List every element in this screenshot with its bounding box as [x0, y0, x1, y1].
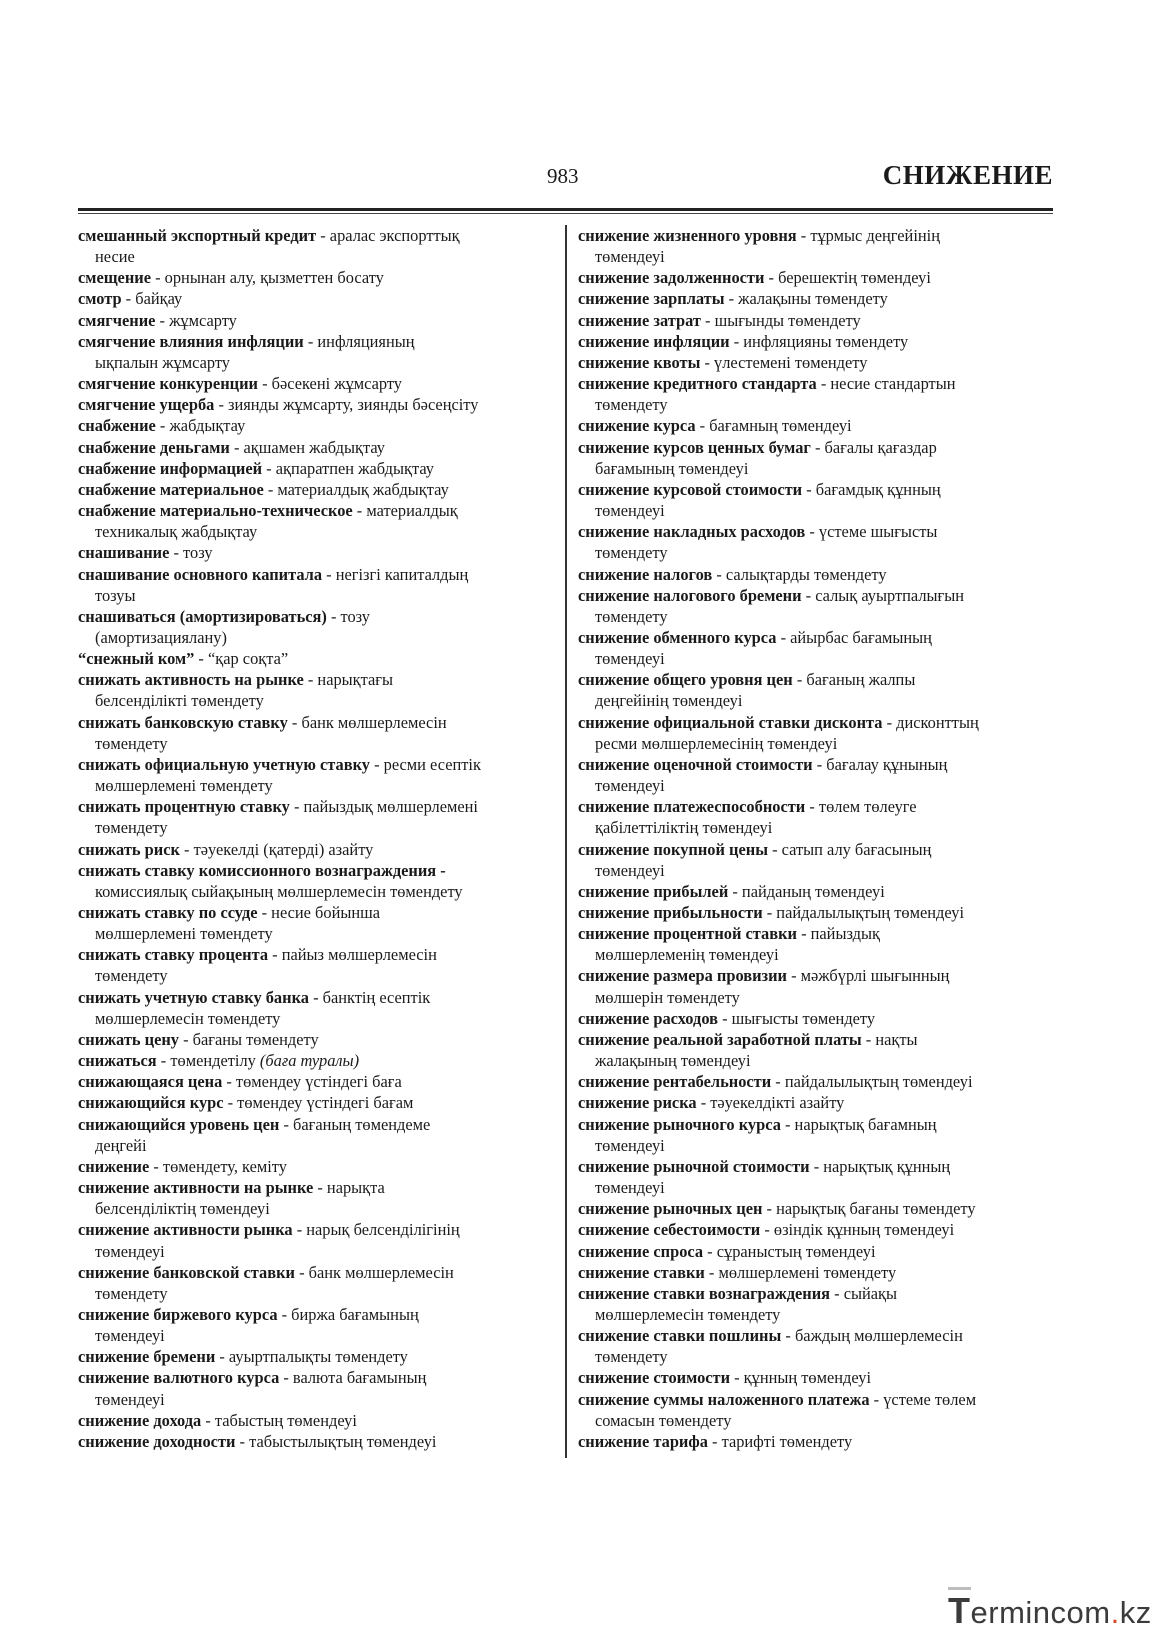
dictionary-entry [78, 1431, 550, 1452]
entry-term: снижение суммы наложенного платежа [578, 1389, 870, 1409]
entry-definition: бағамының төмендеуі [595, 458, 749, 478]
entry-term: снижать банковскую ставку [78, 712, 288, 732]
dictionary-entry [78, 796, 550, 838]
entry-term: снижение курсов ценных бумаг [578, 437, 811, 457]
entry-term: снижение тарифа [578, 1431, 708, 1451]
entry-term: снижение ставки пошлины [578, 1326, 782, 1346]
dictionary-entry [78, 648, 550, 669]
dictionary-entry [578, 1325, 1050, 1367]
entry-definition: - жұмсарту [155, 310, 237, 330]
dictionary-entry [578, 839, 1050, 881]
dictionary-entry [578, 1431, 1050, 1452]
dictionary-entry [78, 1410, 550, 1431]
dictionary-entry [78, 944, 550, 986]
entry-definition: - бәсекені жұмсарту [257, 374, 403, 394]
entry-definition: қабілеттіліктің төмендеуі [595, 818, 773, 838]
entry-definition: - нарықтық бағамның [780, 1114, 937, 1134]
column-divider [565, 225, 567, 1458]
entry-term: снижение рыночной стоимости [578, 1156, 810, 1176]
dictionary-entry [578, 902, 1050, 923]
watermark-name: ermincom [970, 1595, 1111, 1630]
entry-definition: мөлшерлеменің төмендеуі [595, 945, 779, 965]
entry-definition: - шығынды төмендету [700, 310, 861, 330]
entry-term: снижение прибыльности [578, 903, 763, 922]
dictionary-entry [78, 1071, 550, 1092]
dictionary-entry [78, 564, 550, 606]
entry-definition: - баждың мөлшерлемесін [781, 1326, 963, 1346]
dictionary-entry [578, 521, 1050, 563]
entry-definition: - нарықтағы [303, 670, 394, 690]
dictionary-entry [78, 1346, 550, 1367]
entry-term: смягчение ущерба [78, 395, 215, 415]
watermark-logo-letter: T [948, 1587, 971, 1632]
entry-term: снижение дохода [78, 1410, 202, 1430]
entry-term: снижение расходов [578, 1008, 718, 1028]
entry-term: снижать ставку процента [78, 945, 269, 965]
dictionary-entry [578, 965, 1050, 1007]
entry-term: снижение доходности [78, 1431, 236, 1451]
dictionary-entry [578, 627, 1050, 669]
entry-term: снижение жизненного уровня [578, 226, 797, 245]
dictionary-entry [578, 585, 1050, 627]
entry-term: снижение инфляции [578, 331, 730, 351]
entry-definition: деңгейінің төмендеуі [595, 691, 743, 711]
watermark-dot: . [1110, 1595, 1120, 1630]
entry-term: снижение покупной цены [578, 839, 768, 859]
dictionary-entry [78, 839, 550, 860]
dictionary-entry [78, 1156, 550, 1177]
entry-definition: - өзіндік құнның төмендеуі [760, 1220, 955, 1240]
entry-definition: - жабдықтау [155, 416, 246, 436]
entry-definition: - инфляцияны төмендету [729, 331, 909, 351]
entry-note: (баға туралы) [259, 1051, 360, 1071]
entry-definition: төмендету [95, 1283, 168, 1303]
dictionary-entry [78, 606, 550, 648]
entry-definition: - ресми есептік [369, 754, 481, 774]
dictionary-entry [78, 712, 550, 754]
page-number: 983 [547, 164, 579, 188]
dictionary-entry [578, 1008, 1050, 1029]
entry-term: снижение спроса [578, 1241, 704, 1261]
entry-term: снижение рентабельности [578, 1072, 772, 1092]
entry-term: снижаться [78, 1051, 157, 1071]
entry-definition: ресми мөлшерлемесінің төмендеуі [595, 733, 838, 753]
entry-definition: - тарифті төмендету [707, 1431, 853, 1451]
dictionary-entry [78, 288, 550, 309]
dictionary-entry [78, 1262, 550, 1304]
entry-definition: - табыстылықтың төмендеуі [235, 1431, 437, 1451]
entry-definition: төмендеуі [595, 247, 665, 267]
dictionary-entry [78, 415, 550, 436]
entry-term: смягчение [78, 310, 156, 330]
entry-definition: төмендеуі [95, 1241, 165, 1261]
entry-definition: - пайданың төмендеуі [728, 881, 885, 901]
entry-definition: (амортизациялану) [95, 627, 227, 647]
dictionary-entry [78, 437, 550, 458]
entry-definition: - салықтарды төмендету [712, 564, 887, 584]
entry-term: снабжение деньгами [78, 437, 230, 457]
dictionary-entry [78, 394, 550, 415]
entry-definition: - ауыртпалықты төмендету [215, 1347, 408, 1367]
dictionary-entry [578, 923, 1050, 965]
entry-definition: төмендету [95, 818, 168, 838]
entry-definition: - үстеме шығысты [805, 522, 938, 542]
entry-definition: - төлем төлеуге [805, 797, 917, 817]
entry-definition: - мәжбүрлі шығынның [787, 966, 950, 986]
dictionary-entry [578, 1219, 1050, 1240]
dictionary-entry [78, 1114, 550, 1156]
dictionary-entry [578, 712, 1050, 754]
entry-definition: - шығысты төмендету [717, 1008, 876, 1028]
entry-definition: - несие стандартын [816, 374, 956, 394]
entry-definition: несие [95, 247, 135, 267]
dictionary-entry [78, 267, 550, 288]
entry-term: снижение риска [578, 1093, 697, 1113]
dictionary-entry [78, 987, 550, 1029]
entry-definition: - салық ауыртпалығын [801, 585, 965, 605]
entry-term: снижение ставки [578, 1262, 705, 1282]
entry-term: снижение себестоимости [578, 1220, 761, 1240]
watermark-domain: kz [1119, 1595, 1152, 1630]
entry-definition: мөлшерлемені төмендету [95, 924, 273, 944]
entry-term: снабжение материально-техническое [78, 501, 353, 521]
entry-definition: - төмендеу үстіндегі баға [222, 1072, 402, 1092]
entry-definition: төмендеуі [95, 1326, 165, 1346]
dictionary-entry [78, 225, 550, 267]
entry-definition: - пайыздық [796, 924, 880, 944]
dictionary-entry [578, 437, 1050, 479]
dictionary-entry [78, 331, 550, 373]
dictionary-entry [78, 479, 550, 500]
entry-term: “снежный ком” [78, 649, 195, 669]
dictionary-entry [78, 1367, 550, 1409]
entry-definition: төмендеуі [595, 776, 665, 796]
running-head: СНИЖЕНИЕ [882, 160, 1053, 190]
entry-term: снижать учетную ставку банка [78, 987, 309, 1007]
entry-definition: - айырбас бағамының [776, 627, 932, 647]
entry-definition: - материалдық [352, 501, 458, 521]
entry-definition: - тәуекелді (қатерді) азайту [179, 839, 374, 859]
entry-definition: - банк мөлшерлемесін [294, 1262, 454, 1282]
entry-term: снижение платежеспособности [578, 797, 806, 817]
entry-definition: - пайдалылықтың төмендеуі [762, 903, 964, 922]
entry-definition: - бағалау құнының [812, 754, 948, 774]
header-rule-thin [78, 213, 1053, 214]
entry-definition: - үлестемені төмендету [700, 352, 868, 372]
entry-definition: - мөлшерлемені төмендету [704, 1262, 897, 1282]
entry-definition: - биржа бағамының [277, 1304, 419, 1324]
entry-definition: - тозу [326, 606, 370, 626]
entry-definition: - үстеме төлем [869, 1389, 977, 1409]
header-rule [78, 208, 1053, 211]
left-column [78, 225, 550, 1452]
dictionary-entry [78, 1219, 550, 1261]
entry-term: снижать риск [78, 839, 180, 859]
entry-definition: сомасын төмендету [595, 1410, 732, 1430]
entry-definition: - төмендетілу [156, 1051, 260, 1071]
entry-definition: - валюта бағамының [279, 1368, 427, 1388]
entry-definition: - банктің есептік [308, 987, 431, 1007]
entry-term: снижение бремени [78, 1347, 216, 1367]
entry-term: снижение банковской ставки [78, 1262, 295, 1282]
entry-definition: төмендеуі [595, 501, 665, 521]
entry-definition: комиссиялық сыйақының мөлшерлемесін төмендету [95, 881, 463, 901]
entry-term: снижение активности на рынке [78, 1178, 314, 1198]
entry-definition: белсенділікті төмендету [95, 691, 264, 711]
entry-term: снижать ставку по ссуде [78, 903, 258, 922]
dictionary-entry [578, 352, 1050, 373]
entry-definition: - нарықтық құнның [809, 1156, 951, 1176]
entry-definition: - бағамның төмендеуі [695, 416, 852, 436]
entry-definition: - бағамдық құнның [802, 479, 941, 499]
entry-term: снижение стоимости [578, 1368, 731, 1388]
dictionary-entry [78, 1029, 550, 1050]
dictionary-entry [78, 860, 550, 902]
entry-definition: - байқау [121, 289, 183, 309]
entry-definition: төмендеуі [95, 1389, 165, 1409]
entry-definition: - нақты [861, 1029, 918, 1049]
entry-definition: - бағаның төмендеме [279, 1114, 431, 1134]
entry-term: снижение налогового бремени [578, 585, 802, 605]
entry-term: снижение курсовой стоимости [578, 479, 803, 499]
entry-definition: төмендету [95, 733, 168, 753]
entry-definition: - сыйақы [830, 1283, 898, 1303]
entry-term: снижение квоты [578, 352, 701, 372]
entry-term: снижение официальной ставки дисконта [578, 712, 883, 732]
entry-term: смягчение конкуренции [78, 374, 258, 394]
entry-definition: - нарықтық бағаны төмендету [762, 1199, 976, 1219]
entry-definition: - бағаны төмендету [179, 1029, 319, 1049]
dictionary-entry [78, 1177, 550, 1219]
entry-definition: - сұраныстың төмендеуі [703, 1241, 876, 1261]
dictionary-entry [78, 542, 550, 563]
dictionary-entry [578, 1367, 1050, 1388]
entry-definition: - бағалы қағаздар [810, 437, 937, 457]
entry-term: снижение затрат [578, 310, 701, 330]
entry-definition: - нарық белсенділігінің [292, 1220, 460, 1240]
entry-definition: белсенділіктің төмендеуі [95, 1199, 270, 1219]
entry-definition: - тұрмыс деңгейінің [796, 226, 940, 245]
entry-definition: - пайыз мөлшерлемесін [268, 945, 437, 965]
entry-term: снижающийся уровень цен [78, 1114, 280, 1134]
dictionary-entry [578, 1389, 1050, 1431]
entry-term: снижение валютного курса [78, 1368, 280, 1388]
entry-definition: - инфляцияның [303, 331, 415, 351]
dictionary-entry [78, 1050, 550, 1071]
dictionary-entry [78, 902, 550, 944]
entry-term: снабжение [78, 416, 156, 436]
dictionary-entry [78, 1304, 550, 1346]
right-column [578, 225, 1050, 1452]
entry-definition: мөлшерлемесін төмендету [95, 1008, 281, 1028]
entry-definition: төмендету [95, 966, 168, 986]
entry-definition: - “қар соқта” [194, 649, 289, 669]
dictionary-entry [578, 1241, 1050, 1262]
entry-term: смотр [78, 289, 122, 309]
dictionary-entry [578, 1283, 1050, 1325]
entry-definition: - аралас экспорттық [316, 226, 460, 245]
dictionary-entry [578, 1092, 1050, 1113]
site-watermark [948, 1587, 1152, 1632]
entry-term: снижение размера провизии [578, 966, 787, 986]
entry-term: снижение общего уровня цен [578, 670, 793, 690]
entry-definition: - дисконттың [882, 712, 979, 732]
dictionary-entry [578, 331, 1050, 352]
entry-definition: - құнның төмендеуі [730, 1368, 872, 1388]
dictionary-entry [78, 310, 550, 331]
dictionary-entry [578, 881, 1050, 902]
entry-term: снижение биржевого курса [78, 1304, 278, 1324]
entry-definition: - ақшамен жабдықтау [229, 437, 385, 457]
dictionary-entry [578, 796, 1050, 838]
entry-term: снижение активности рынка [78, 1220, 293, 1240]
entry-definition: төмендету [595, 1347, 668, 1367]
entry-term: снижающийся курс [78, 1093, 224, 1113]
entry-definition: - ақпаратпен жабдықтау [262, 458, 434, 478]
dictionary-entry [578, 1156, 1050, 1198]
entry-definition: - тәуекелдікті азайту [696, 1093, 845, 1113]
entry-term: снижать активность на рынке [78, 670, 304, 690]
dictionary-entry [578, 225, 1050, 267]
entry-definition: - сатып алу бағасының [768, 839, 932, 859]
entry-term: снижение задолженности [578, 268, 765, 288]
dictionary-entry [578, 373, 1050, 415]
entry-definition: төмендеуі [595, 649, 665, 669]
entry-term: снижение курса [578, 416, 696, 436]
entry-term: снижение процентной ставки [578, 924, 797, 944]
entry-definition: - пайдалылықтың төмендеуі [771, 1072, 973, 1092]
entry-definition: тозуы [95, 585, 136, 605]
entry-definition: - жалақыны төмендету [724, 289, 888, 309]
entry-definition: - берешектің төмендеуі [764, 268, 931, 288]
entry-term: снижать цену [78, 1029, 179, 1049]
dictionary-entry [78, 458, 550, 479]
entry-term: снижение зарплаты [578, 289, 725, 309]
entry-term: смещение [78, 268, 151, 288]
entry-definition: ықпалын жұмсарту [95, 352, 230, 372]
entry-definition: - төмендеу үстіндегі бағам [223, 1093, 414, 1113]
dictionary-entry [578, 1071, 1050, 1092]
entry-definition: төмендету [595, 395, 668, 415]
entry-definition: - төмендету, кеміту [149, 1156, 287, 1176]
dictionary-entry [578, 267, 1050, 288]
dictionary-entry [578, 1262, 1050, 1283]
dictionary-entry [78, 500, 550, 542]
entry-definition: - орнынан алу, қызметтен босату [151, 268, 384, 288]
dictionary-entry [578, 564, 1050, 585]
entry-term: снашивание [78, 543, 170, 563]
dictionary-entry [578, 415, 1050, 436]
entry-definition: төмендеуі [595, 860, 665, 880]
entry-term: смешанный экспортный кредит [78, 226, 317, 245]
entry-term: снабжение информацией [78, 458, 263, 478]
entry-term: снижать официальную учетную ставку [78, 754, 370, 774]
entry-term: снабжение материальное [78, 479, 264, 499]
entry-definition: мөлшерін төмендету [595, 987, 740, 1007]
entry-definition: - материалдық жабдықтау [263, 479, 449, 499]
entry-definition: - банк мөлшерлемесін [287, 712, 447, 732]
entry-definition: - несие бойынша [257, 903, 381, 922]
entry-term: смягчение влияния инфляции [78, 331, 304, 351]
entry-definition: деңгейі [95, 1135, 147, 1155]
dictionary-entry [78, 669, 550, 711]
entry-term: снижающаяся цена [78, 1072, 223, 1092]
entry-definition: техникалық жабдықтау [95, 522, 258, 542]
entry-definition: төмендеуі [595, 1135, 665, 1155]
entry-term: снижение прибылей [578, 881, 729, 901]
dictionary-entry [578, 479, 1050, 521]
entry-definition: мөлшерлемесін төмендету [595, 1304, 781, 1324]
entry-definition: - табыстың төмендеуі [201, 1410, 357, 1430]
entry-term: снижение оценочной стоимости [578, 754, 813, 774]
entry-term: снижение кредитного стандарта [578, 374, 817, 394]
entry-definition: мөлшерлемені төмендету [95, 776, 273, 796]
entry-term: снижение накладных расходов [578, 522, 806, 542]
dictionary-entry [78, 373, 550, 394]
entry-term: снижать процентную ставку [78, 797, 290, 817]
entry-term: снижение рыночного курса [578, 1114, 781, 1134]
dictionary-entry [78, 1092, 550, 1113]
entry-term: снашивание основного капитала [78, 564, 323, 584]
dictionary-entry [578, 669, 1050, 711]
entry-term: снижение обменного курса [578, 627, 777, 647]
entry-term: снижение ставки вознаграждения [578, 1283, 831, 1303]
dictionary-entry [578, 1114, 1050, 1156]
entry-term: снижение налогов [578, 564, 713, 584]
entry-term: снашиваться (амортизироваться) [78, 606, 327, 626]
dictionary-entry [578, 1198, 1050, 1219]
entry-definition: төмендеуі [595, 1178, 665, 1198]
entry-term: снижать ставку комиссионного вознаграждения - [78, 860, 446, 880]
dictionary-entry [78, 754, 550, 796]
entry-term: снижение рыночных цен [578, 1199, 763, 1219]
entry-definition: жалақының төмендеуі [595, 1051, 751, 1071]
entry-definition: төмендету [595, 543, 668, 563]
dictionary-entry [578, 288, 1050, 309]
entry-term: снижение [78, 1156, 150, 1176]
dictionary-entry [578, 754, 1050, 796]
entry-definition: төмендету [595, 606, 668, 626]
entry-definition: - бағаның жалпы [792, 670, 916, 690]
entry-definition: - нарықта [313, 1178, 385, 1198]
entry-definition: - зиянды жұмсарту, зиянды бәсеңсіту [214, 395, 479, 415]
entry-definition: - негізгі капиталдың [322, 564, 469, 584]
entry-definition: - тозу [169, 543, 213, 563]
dictionary-entry [578, 310, 1050, 331]
entry-definition: - пайыздық мөлшерлемені [289, 797, 478, 817]
dictionary-entry [578, 1029, 1050, 1071]
entry-term: снижение реальной заработной платы [578, 1029, 862, 1049]
